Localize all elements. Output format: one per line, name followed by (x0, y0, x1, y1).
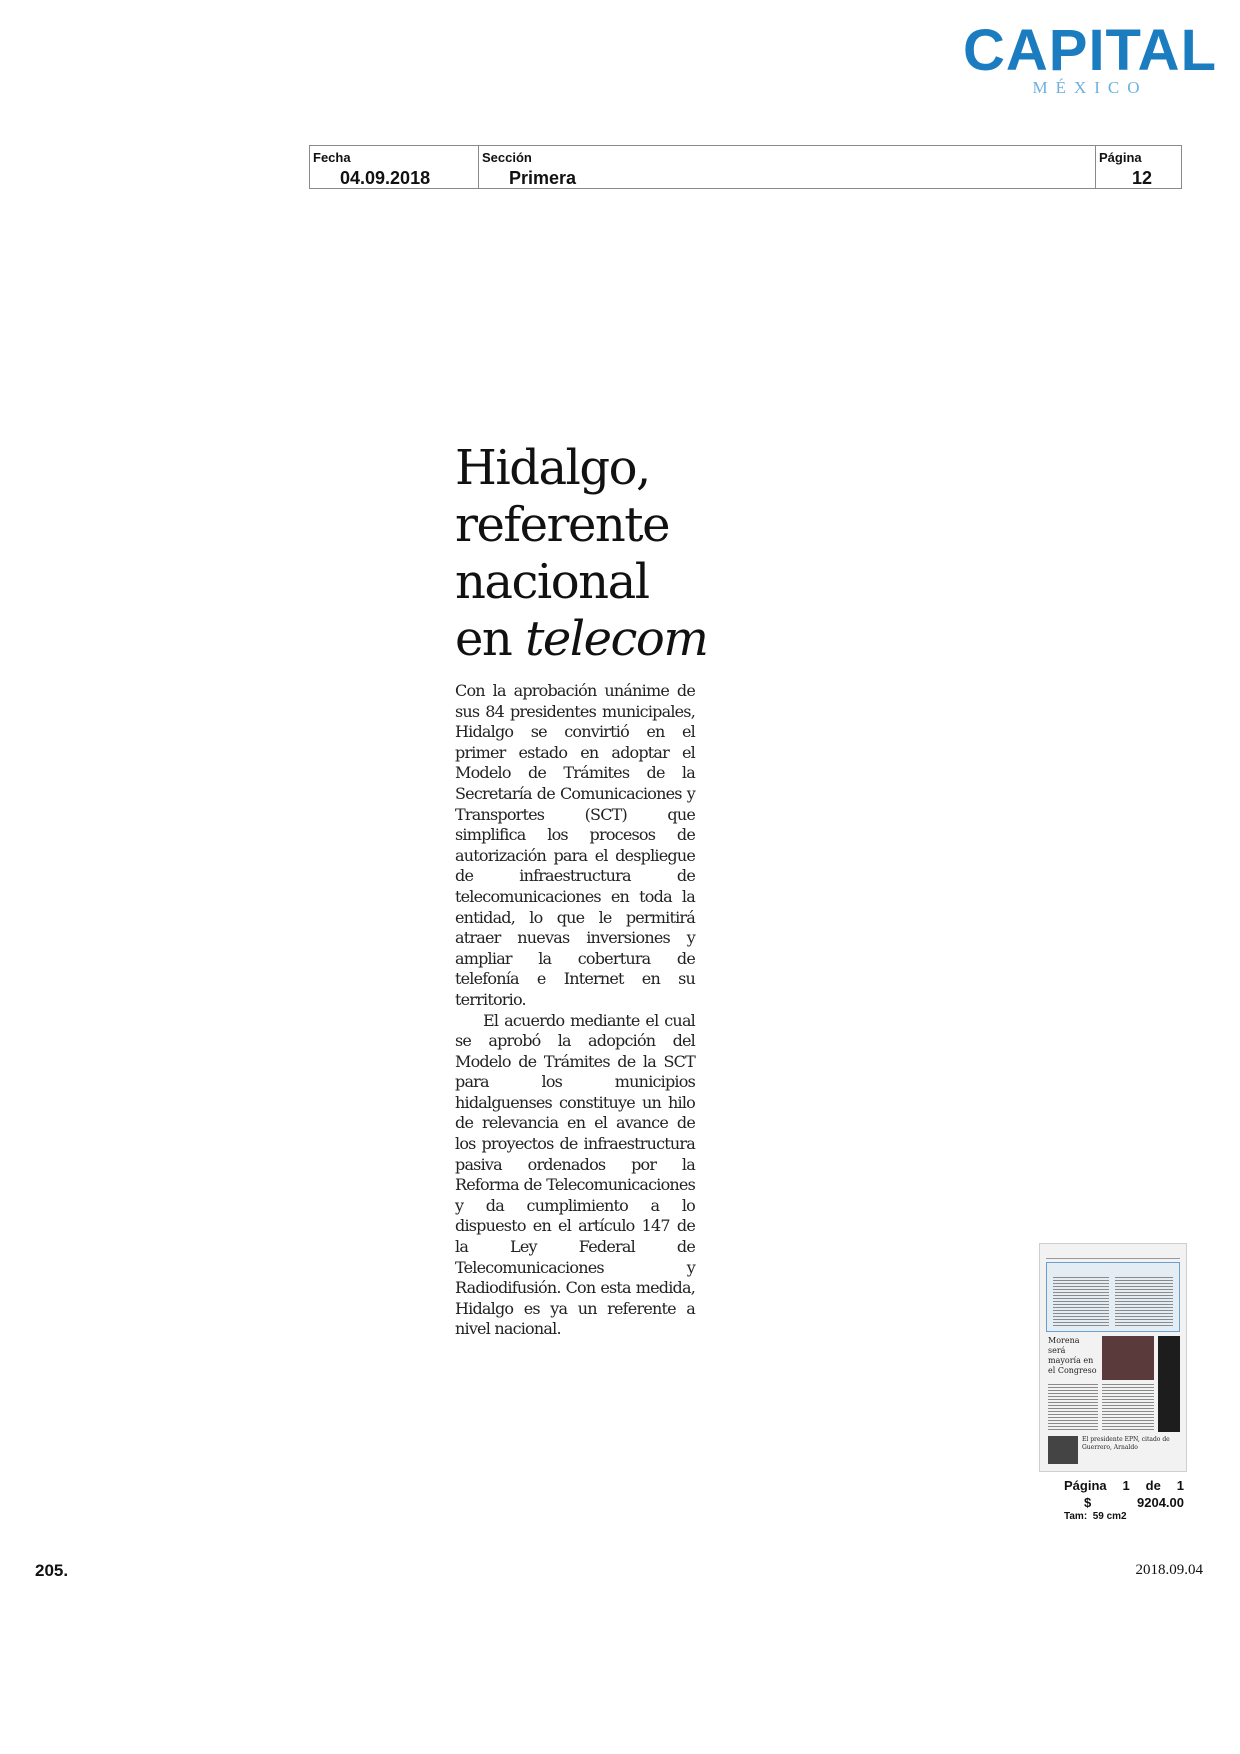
page-info-total: 1 (1176, 1478, 1184, 1493)
clipping-metadata-box (309, 145, 1182, 189)
article-body (455, 681, 695, 1340)
fecha-label: Fecha (313, 150, 351, 165)
headline-prefix: en (455, 611, 526, 667)
thumbnail-photo (1102, 1336, 1154, 1380)
article-paragraph: Con la aprobación unánime de sus 84 presidentes municipales, Hidalgo se convirtió en el primer estado en adoptar el Modelo de Trámites de la Secretaría de Comunicaciones y Transportes (SCT) que simplifica los procesos de autorización para el despliegue de infraestructura de telecomunicaciones en toda la entidad, lo que le permitirá atraer nuevas inversiones y ampliar la cobertura de telefonía e Internet en su territorio. (455, 681, 695, 1009)
article-paragraph: El acuerdo mediante el cual se aprobó la adopción del Modelo de Trámites de la SCT para los municipios hidalguenses constituye un hilo de relevancia en el avance de los proyectos de infraestructura pasiva ordenados por la Reforma de Telecomunicaciones y da cumplimiento a lo dispuesto en el artículo 147 de la Ley Federal de Telecomunicaciones y Radiodifusión. Con esta medida, Hidalgo es ya un referente a nivel nacional. (455, 1010, 695, 1339)
fecha-value: 04.09.2018 (340, 168, 431, 188)
capital-mexico-logo (960, 18, 1220, 98)
page-info-amount: 9204.00 (1137, 1495, 1184, 1510)
thumbnail-dark-column (1158, 1336, 1180, 1432)
headline-line: Hidalgo, (455, 440, 650, 496)
fecha-cell (310, 146, 479, 188)
page-info-size: Tam: 59 cm2 (1064, 1511, 1127, 1522)
headline-line: referente (455, 497, 669, 553)
page-thumbnail (1039, 1243, 1187, 1472)
page-info-currency: $ (1084, 1495, 1092, 1510)
logo-subtitle: MÉXICO (1032, 78, 1148, 97)
seccion-label: Sección (482, 150, 532, 165)
page-info-de: de (1145, 1478, 1161, 1493)
thumbnail-column-box (1046, 1262, 1180, 1332)
page-info-num: 1 (1122, 1478, 1130, 1493)
seccion-cell (479, 146, 1096, 188)
footer-date: 2018.09.04 (1135, 1562, 1203, 1578)
article-headline (455, 440, 715, 668)
headline-line-last (455, 611, 715, 668)
logo-wordmark: CAPITAL (962, 18, 1217, 83)
page-info-label: Página (1064, 1478, 1107, 1493)
headline-line: nacional (455, 554, 649, 610)
thumbnail-photo-small (1048, 1436, 1078, 1464)
seccion-value: Primera (509, 168, 577, 188)
thumbnail-masthead (1046, 1250, 1180, 1259)
thumbnail-subhead: El presidente EPN, citado de Guerrero, Arnaldo (1082, 1436, 1170, 1451)
headline-italic-word: telecom (525, 611, 708, 667)
pagina-label: Página (1099, 150, 1142, 165)
thumbnail-headline: Morena será mayoría en el Congreso (1048, 1336, 1097, 1375)
footer-number: 205. (35, 1561, 69, 1580)
pagina-value: 12 (1132, 168, 1153, 188)
pagina-cell (1096, 146, 1181, 188)
